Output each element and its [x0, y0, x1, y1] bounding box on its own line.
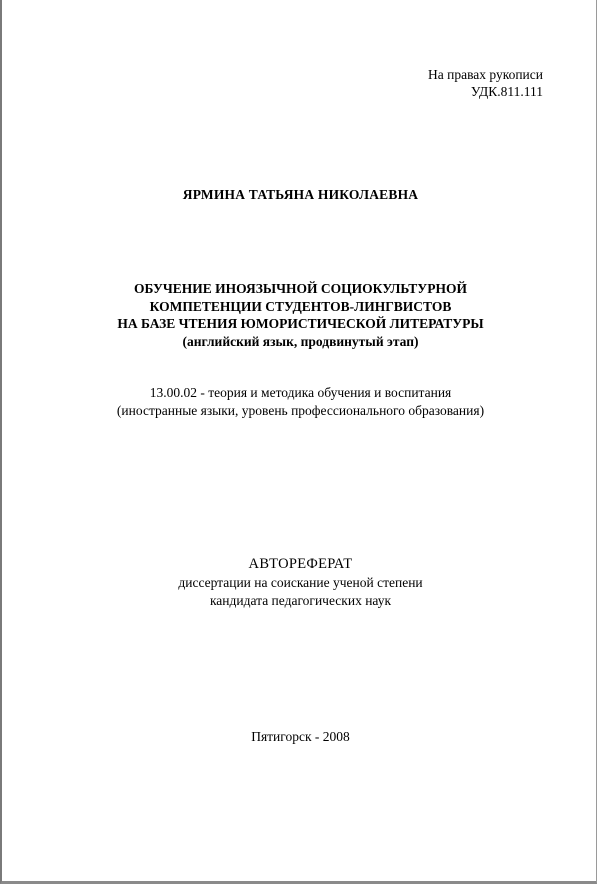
udk-code: УДК.811.111: [470, 84, 543, 99]
title-line: ОБУЧЕНИЕ ИНОЯЗЫЧНОЙ СОЦИОКУЛЬТУРНОЙ: [134, 281, 467, 296]
abstract-heading: АВТОРЕФЕРАТ: [248, 556, 353, 572]
rights-notice: На правах рукописи: [427, 67, 543, 82]
specialty-detail-line: (иностранные языки, уровень профессионального образования): [116, 402, 485, 418]
specialty-block: [2, 384, 597, 419]
place-and-year: Пятигорск - 2008: [251, 729, 350, 744]
dissertation-title: [2, 280, 597, 333]
title-line: НА БАЗЕ ЧТЕНИЯ ЮМОРИСТИЧЕСКОЙ ЛИТЕРАТУРЫ: [117, 316, 484, 331]
author-name: ЯРМИНА ТАТЬЯНА НИКОЛАЕВНА: [182, 187, 419, 202]
manuscript-rights-block: [428, 66, 543, 100]
specialty-code-line: 13.00.02 - теория и методика обучения и воспитания: [149, 385, 452, 400]
abstract-description: [2, 574, 597, 609]
abstract-line: диссертации на соискание ученой степени: [178, 575, 423, 590]
title-line: КОМПЕТЕНЦИИ СТУДЕНТОВ-ЛИНГВИСТОВ: [149, 298, 452, 314]
abstract-line: кандидата педагогических наук: [209, 592, 392, 608]
dissertation-subtitle: (английский язык, продвинутый этап): [182, 334, 419, 349]
